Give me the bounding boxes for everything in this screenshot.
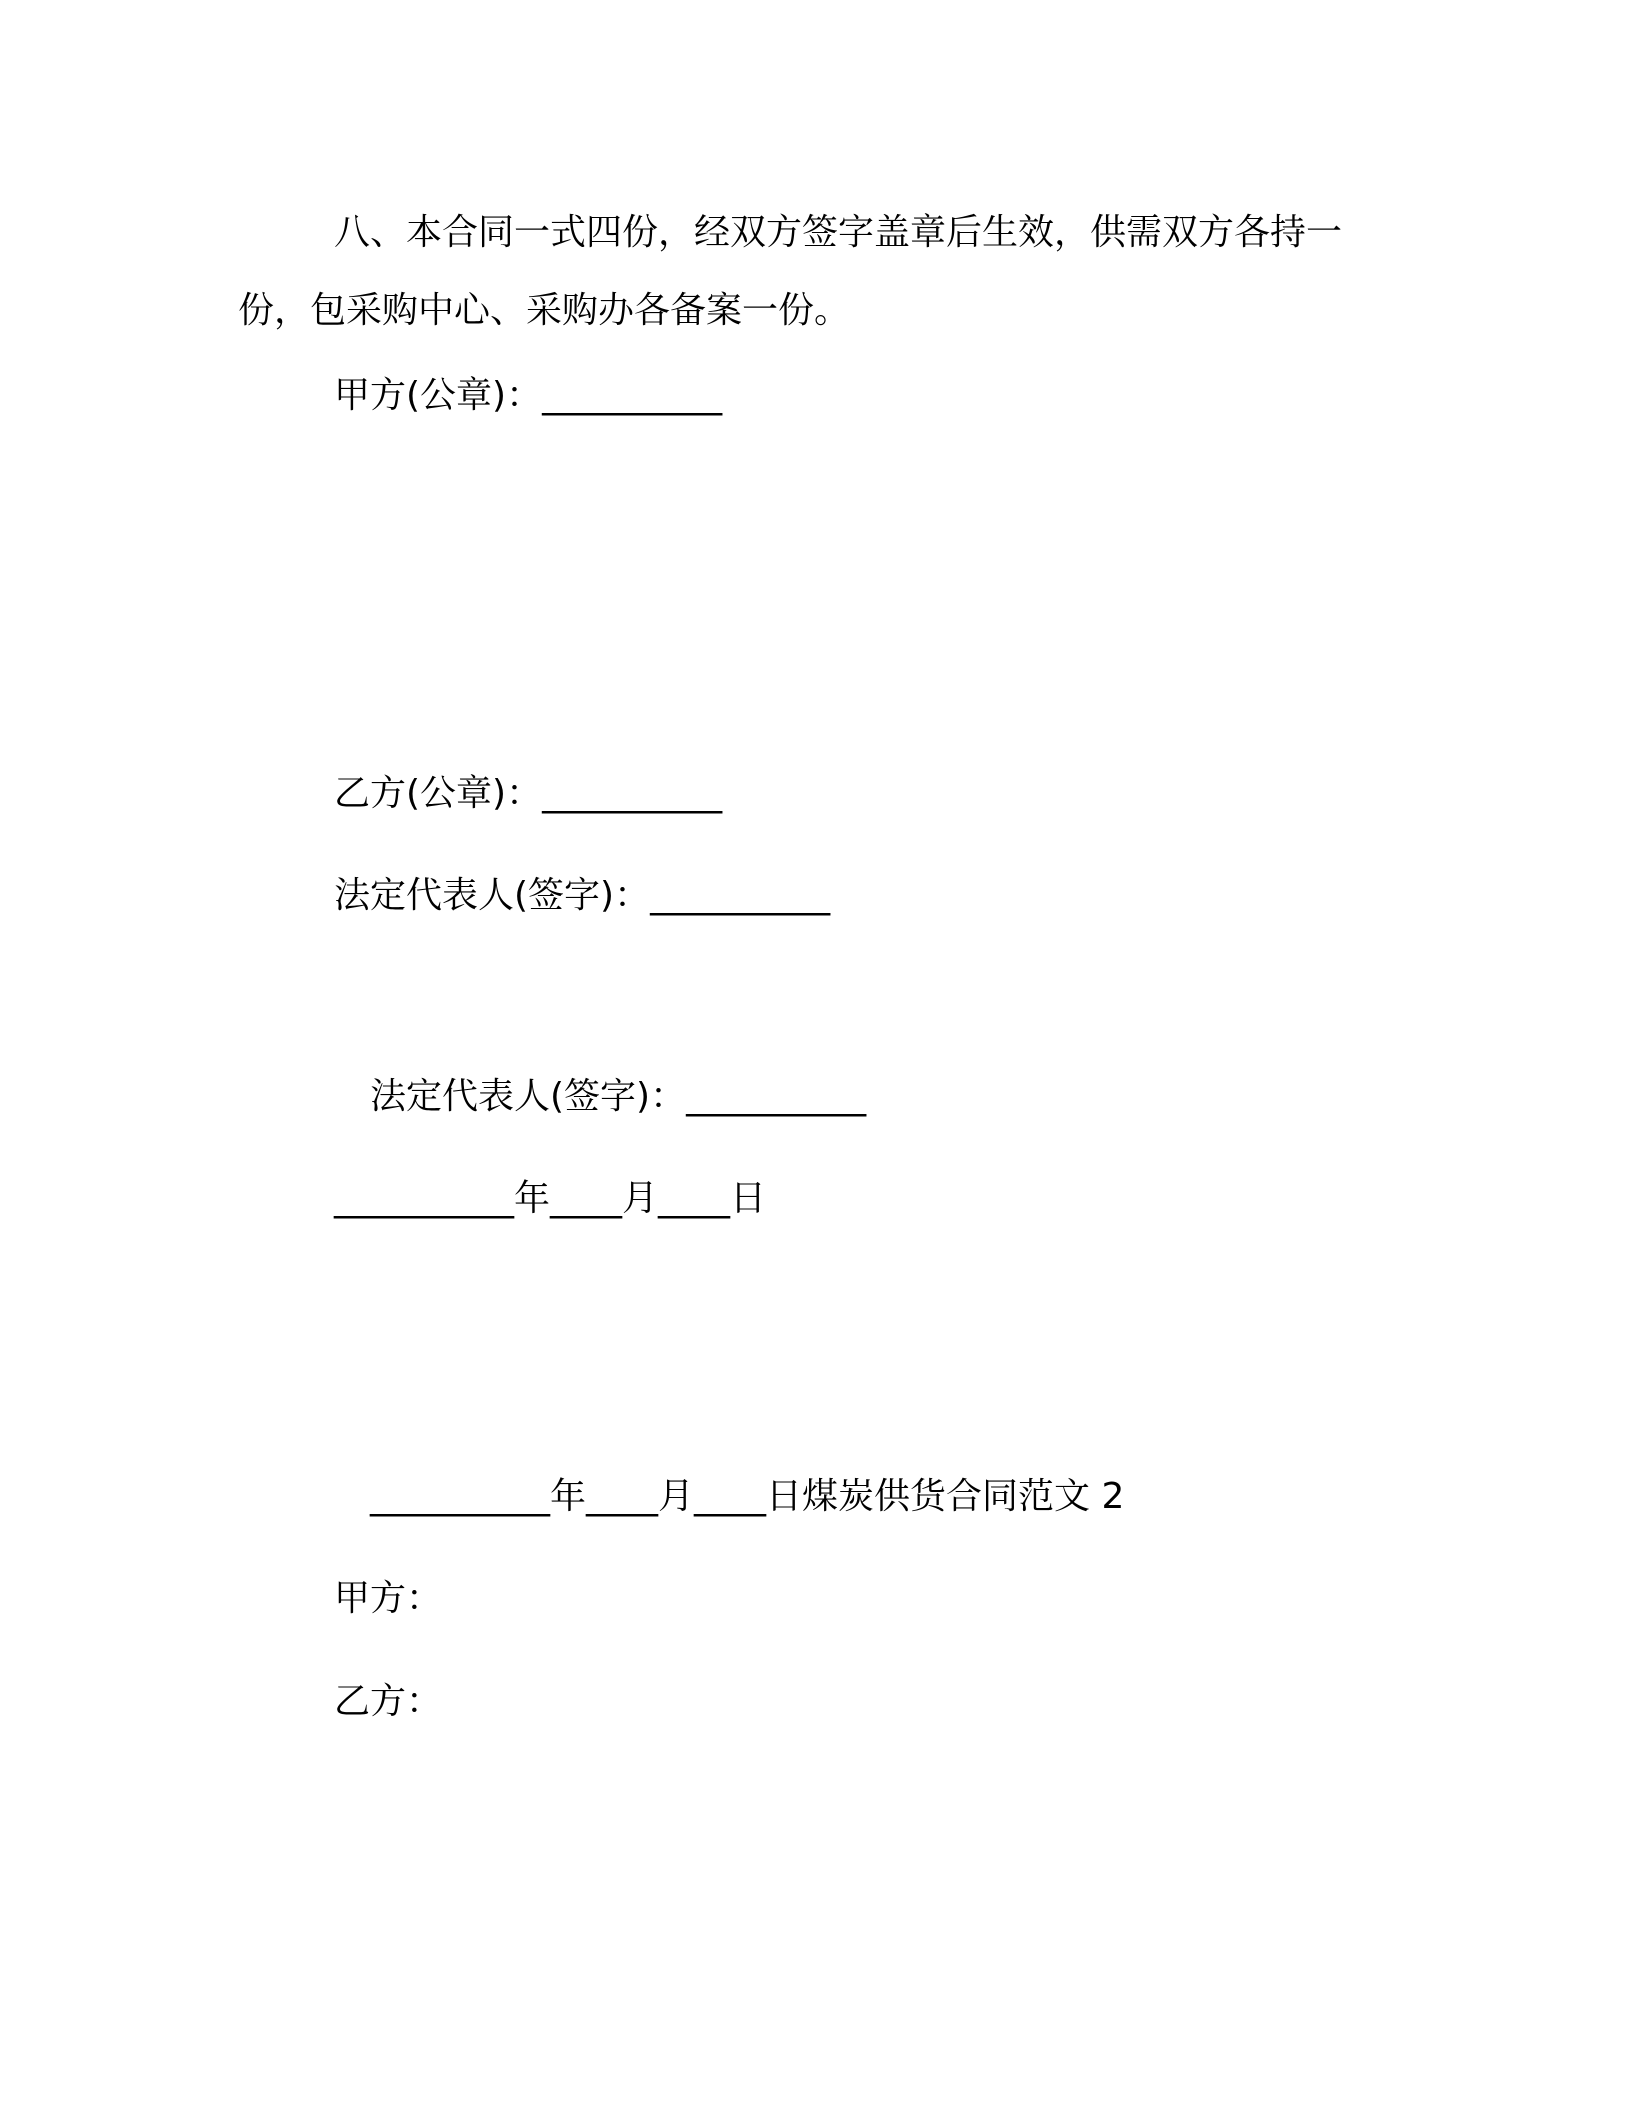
- legal-representative-line-1: 法定代表人(签字)：__________: [334, 875, 831, 916]
- clause-8-paragraph: 八、本合同一式四份，经双方签字盖章后生效，供需双方各持一份，包采购中心、采购办各备案一份。: [238, 212, 1343, 331]
- date-line: __________年____月____日: [334, 1178, 766, 1219]
- date-title-line: __________年____月____日煤炭供货合同范文 2: [370, 1476, 1125, 1517]
- party-b-seal-line: 乙方(公章)：__________: [334, 773, 723, 814]
- legal-representative-line-2: 法定代表人(签字)：__________: [370, 1076, 867, 1117]
- party-a-line: 甲方：: [334, 1578, 443, 1619]
- party-a-seal-line: 甲方(公章)：__________: [334, 375, 723, 416]
- party-b-line: 乙方：: [334, 1681, 443, 1722]
